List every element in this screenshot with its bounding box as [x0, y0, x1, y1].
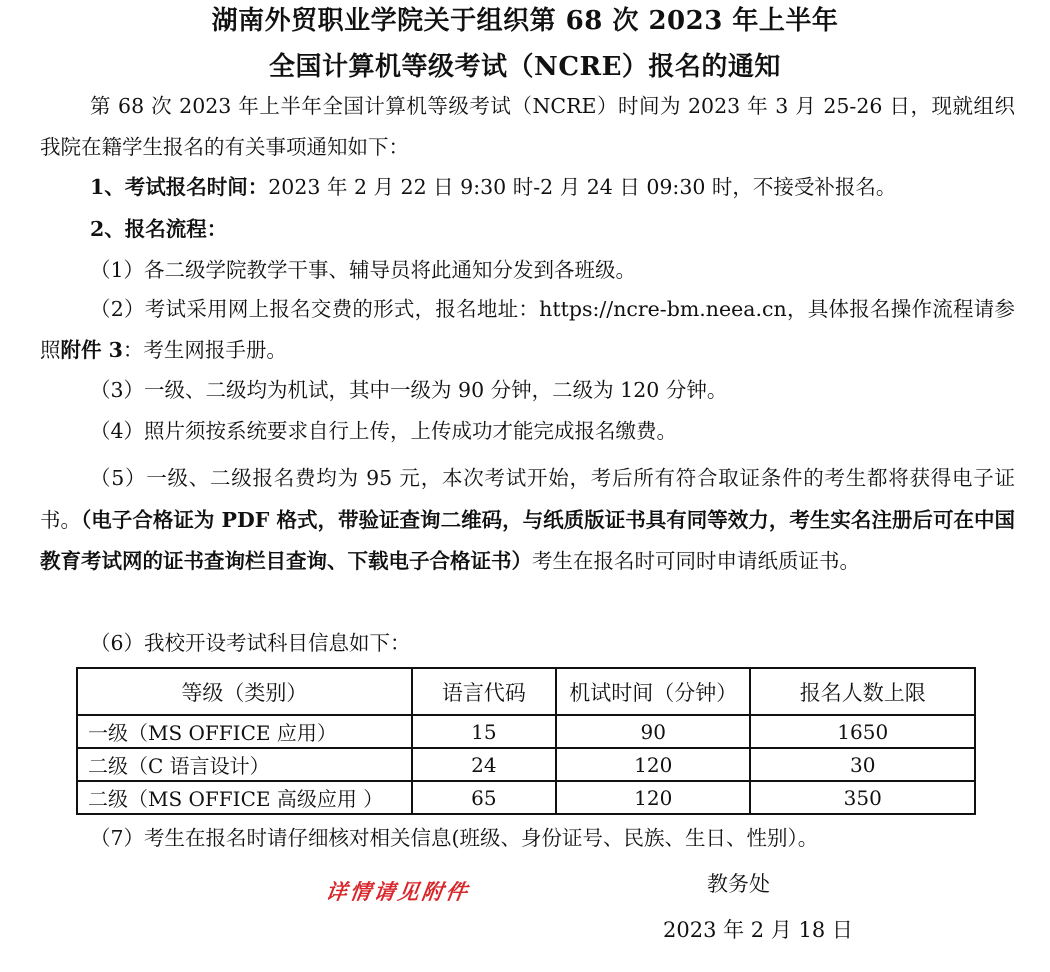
step-2: [40, 289, 1015, 371]
cell-registration-limit: 350: [750, 781, 975, 814]
cell-exam-duration: 120: [556, 781, 750, 814]
step-5-bold-note: （电子合格证为 PDF 格式，带验证查询二维码，与纸质版证书具有同等效力，考生实名注册后可在中国教育考试网的证书查询栏目查询、下载电子合格证书）: [40, 507, 1015, 573]
title-line-2: 全国计算机等级考试（NCRE）报名的通知: [269, 52, 781, 82]
section-1-text: 2023 年 2 月 22 日 9:30 时-2 月 24 日 09:30 时，不接受补报名。: [268, 175, 897, 199]
cell-registration-limit: 30: [750, 748, 975, 781]
step-6: （6）我校开设考试科目信息如下：: [90, 631, 411, 655]
step-5-text: （5）一级、二级报名费均为 95 元，本次考试开始，考后所有符合取证条件的考生都将获得电子证书。: [40, 466, 1015, 532]
attachment-3-ref: 附件 3: [60, 338, 123, 362]
cell-level: 一级（MS OFFICE 应用）: [77, 715, 412, 748]
title-line-1: 湖南外贸职业学院关于组织第 68 次 2023 年上半年: [211, 6, 839, 36]
table-row: [77, 748, 975, 781]
step-4: （4）照片须按系统要求自行上传，上传成功才能完成报名缴费。: [90, 419, 678, 443]
cell-exam-duration: 120: [556, 748, 750, 781]
table-header-row: [77, 668, 975, 715]
exam-subjects-table: [76, 667, 976, 815]
cell-language-code: 15: [412, 715, 556, 748]
cell-exam-duration: 90: [556, 715, 750, 748]
step-5: [40, 458, 1015, 583]
issue-date: 2023 年 2 月 18 日: [663, 918, 853, 942]
cell-level: 二级（C 语言设计）: [77, 748, 412, 781]
step-2-tail: ：考生网报手册。: [122, 338, 287, 362]
step-1: （1）各二级学院教学干事、辅导员将此通知分发到各班级。: [90, 258, 637, 282]
header-registration-limit: 报名人数上限: [750, 668, 975, 715]
section-registration-time: [40, 167, 1015, 208]
table-row: [77, 781, 975, 814]
step-5-tail: 考生在报名时可同时申请纸质证书。: [532, 549, 860, 573]
cell-language-code: 24: [412, 748, 556, 781]
section-2-heading: 2、报名流程：: [90, 217, 228, 241]
section-1-heading: 1、考试报名时间：: [90, 175, 269, 199]
issuing-office: 教务处: [707, 872, 770, 896]
header-exam-duration: 机试时间（分钟）: [556, 668, 750, 715]
intro-paragraph: 第 68 次 2023 年上半年全国计算机等级考试（NCRE）时间为 2023 年 3 月 25-26 日，现就组织我院在籍学生报名的有关事项通知如下：: [40, 94, 1015, 159]
cell-language-code: 65: [412, 781, 556, 814]
header-language-code: 语言代码: [412, 668, 556, 715]
step-7: （7）考生在报名时请仔细核对相关信息(班级、身份证号、民族、生日、性别）。: [90, 826, 819, 850]
section-registration-flow: [40, 209, 1015, 250]
cell-registration-limit: 1650: [750, 715, 975, 748]
step-3: （3）一级、二级均为机试，其中一级为 90 分钟，二级为 120 分钟。: [90, 378, 728, 402]
header-level: 等级（类别）: [77, 668, 412, 715]
see-attachment-stamp: 详情请见附件: [324, 879, 472, 904]
step-2-text: （2）考试采用网上报名交费的形式，报名地址：https://ncre-bm.neea.cn，具体报名操作流程请参照: [40, 297, 1015, 362]
cell-level: 二级（MS OFFICE 高级应用 ）: [77, 781, 412, 814]
table-row: [77, 715, 975, 748]
